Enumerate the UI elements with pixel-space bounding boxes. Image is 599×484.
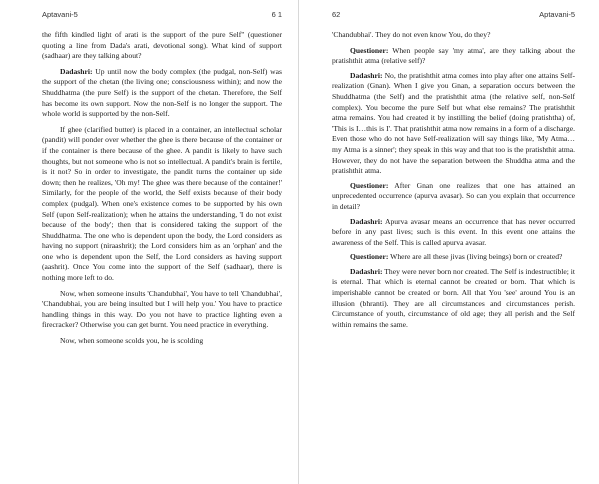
paragraph: Dadashri: No, the pratishthit atma comes into play after one attains Self-realization (Gnan). When I give you Gnan, a separation occurs between the Shuddhatma (the Self) and the pratishthit atma (the relative self, non-Self complex). You become the pure Self but what else remains? The pratishthit atma remains. You had created it by instilling the belief (doing pratishtha) of, 'This is I…this is I'. That pratishthit atma now remains in a form of a discharge. Even those who do not have Self-realization will say things like, 'My Atma…my Atma is a sinner'; they speak in this way and that too is the pratishthit atma. However, they do not have the separation between the Shuddha atma and the pratishthit atma. <box>332 70 575 176</box>
left-page <box>0 0 296 484</box>
page-gutter <box>298 0 299 484</box>
paragraph: Now, when someone scolds you, he is scolding <box>60 336 204 346</box>
paragraph: If ghee (clarified butter) is placed in a container, an intellectual scholar (pandit) will ponder over whether the ghee is there because of the container or if the container is there because of the ghee. A pandit is likely to have such thoughts, but not someone who is not so intellectual. A pandit's brain is fertile, is it not? So in order to investigate, the pandit turns the container up side down; then he realizes, 'Oh my! The ghee was there because of the container!' Similarly, for the people of the world, the Self exists because of their body complex (pudgal). When one's existence comes to be supported by his own Self (upon Self-realization); when he attains the understanding, 'I do not exist because of the body'; then that is considered taking the support of the Shuddhatma. The one who is dependent upon the body, the Lord considers as having no support (niraashrit); the Lord considers him as an 'orphan' and the one who is dependent upon the Self, the Lord considers as having support (aashrit). Once You come into the support of the Self (sadhaar), there is nothing more left to do. <box>42 124 282 283</box>
speaker-label: Dadashri: <box>350 216 383 226</box>
paragraph: 'Chandubhai'. They do not even know You, do they? <box>332 30 491 39</box>
paragraph: Dadashri: They were never born nor created. The Self is indestructible; it is eternal. That which is eternal cannot be created or born. That which is imperishable cannot be created or born. All that You 'see' around You is an illusion (bhranti). They are all circumstances and circumstances perish. Circumstance of youth, circumstance of old age; they all perish and the Self within remains the same. <box>332 266 575 329</box>
right-header-book-title: Aptavani-5 <box>539 10 575 19</box>
paragraph: Dadashri: Apurva avasar means an occurrence that has never occurred before in any past lives; such is this event. In this event one attains the awareness of the Self. This is called apurva avasar. <box>332 216 575 247</box>
right-page <box>300 0 599 484</box>
paragraph: Questioner: After Gnan one realizes that one has attained an unprecedented occurrence (apurva avasar). So can you explain that occurrence in detail? <box>332 180 575 211</box>
speaker-label: Questioner: <box>350 180 389 190</box>
right-page-body <box>310 30 575 330</box>
speaker-label: Questioner: <box>350 252 389 262</box>
left-header-book-title: Aptavani-5 <box>42 10 78 19</box>
speaker-label: Dadashri: <box>350 70 383 80</box>
speaker-label: Dadashri: <box>60 66 93 76</box>
paragraph: Questioner: When people say 'my atma', are they talking about the pratishthit atma (relative self)? <box>332 45 575 66</box>
paragraph: Dadashri: Up until now the body complex (the pudgal, non-Self) was the support of the chetan (the living one; consciousness within); and now the Shuddhatma (the pure Self) is the support of the chetan. Therefore, the Self has become its own support. Now the non-Self is no longer the support. The whole world is supported by the non-Self. <box>42 66 282 119</box>
paragraph: Questioner: Where are all these jivas (living beings) born or created? <box>350 252 563 262</box>
speaker-label: Questioner: <box>350 45 389 55</box>
right-page-header <box>310 0 575 30</box>
right-header-page-number: 62 <box>332 10 341 19</box>
speaker-label: Dadashri: <box>350 266 383 276</box>
paragraph: the fifth kindled light of arati is the support of the pure Self" (questioner quoting a line from Dada's arati, devotional song). What kind of support (sadhaar) are they talking about? <box>42 30 282 61</box>
left-page-body <box>42 30 282 347</box>
left-header-page-number: 6 1 <box>271 10 282 19</box>
left-page-header <box>42 0 282 30</box>
paragraph: Now, when someone insults 'Chandubhai', You have to tell 'Chandubhai', 'Chandubhai, you are being insulted but I will help you.' You have to practice handling things in this way. Do you not have to practice lighting even a firecracker? Otherwise you can get burnt. You need practice in everything. <box>42 288 282 330</box>
